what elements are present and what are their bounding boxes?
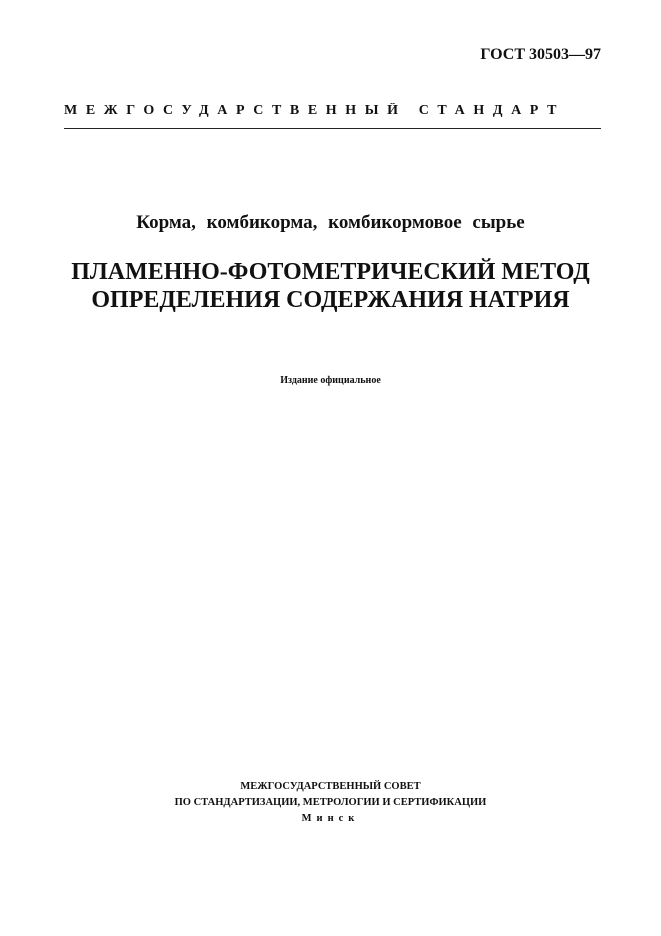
document-number: ГОСТ 30503—97 xyxy=(480,46,601,63)
publisher-block xyxy=(0,779,661,827)
header-divider xyxy=(64,128,601,129)
document-subject: Корма, комбикорма, комбикормовое сырье xyxy=(136,212,525,233)
publisher-line: ПО СТАНДАРТИЗАЦИИ, МЕТРОЛОГИИ И СЕРТИФИКАЦИИ xyxy=(174,797,487,808)
title-line: ПЛАМЕННО-ФОТОМЕТРИЧЕСКИЙ МЕТОД xyxy=(71,259,590,285)
title-line: ОПРЕДЕЛЕНИЯ СОДЕРЖАНИЯ НАТРИЯ xyxy=(91,287,570,313)
publication-city: Минск xyxy=(301,813,360,824)
document-title xyxy=(0,258,661,314)
edition-note: Издание официальное xyxy=(280,375,381,386)
publisher-line: МЕЖГОСУДАРСТВЕННЫЙ СОВЕТ xyxy=(240,781,421,792)
standard-type-heading: МЕЖГОСУДАРСТВЕННЫЙ СТАНДАРТ xyxy=(64,103,566,118)
